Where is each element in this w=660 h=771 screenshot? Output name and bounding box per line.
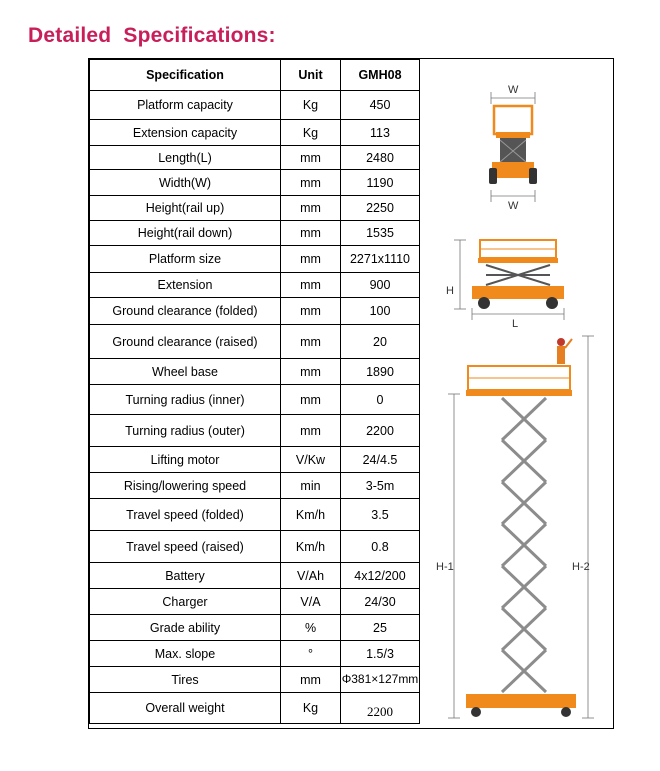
table-row [90, 473, 420, 499]
table-row [90, 91, 420, 120]
spec-name: Lifting motor [90, 447, 281, 473]
elevated-view [436, 336, 594, 718]
spec-name: Battery [90, 563, 281, 589]
spec-value: 900 [341, 273, 420, 298]
spec-value: 3.5 [341, 499, 420, 531]
table-row [90, 531, 420, 563]
spec-value: 25 [341, 615, 420, 641]
spec-value: 1890 [341, 359, 420, 385]
spec-value: 2200 [341, 415, 420, 447]
spec-unit: mm [281, 298, 341, 325]
header-model: GMH08 [341, 60, 420, 91]
spec-name: Length(L) [90, 146, 281, 170]
spec-name: Wheel base [90, 359, 281, 385]
header-specification: Specification [90, 60, 281, 91]
spec-name: Overall weight [90, 693, 281, 724]
spec-unit: V/Kw [281, 447, 341, 473]
spec-value: 4x12/200 [341, 563, 420, 589]
spec-value: 2271x1110 [341, 246, 420, 273]
spec-value: 2250 [341, 196, 420, 221]
spec-name: Height(rail down) [90, 221, 281, 246]
spec-value: 24/30 [341, 589, 420, 615]
h1-label: H-1 [436, 561, 454, 573]
spec-name: Ground clearance (folded) [90, 298, 281, 325]
table-row [90, 298, 420, 325]
table-row [90, 415, 420, 447]
spec-unit: mm [281, 246, 341, 273]
spec-unit: Kg [281, 120, 341, 146]
table-row [90, 325, 420, 359]
spec-unit: mm [281, 325, 341, 359]
table-row [90, 499, 420, 531]
spec-name: Width(W) [90, 170, 281, 196]
table-row [90, 641, 420, 667]
page-title: Detailed Specifications: [28, 24, 276, 47]
spec-name: Turning radius (inner) [90, 385, 281, 415]
spec-name: Ground clearance (raised) [90, 325, 281, 359]
table-row [90, 667, 420, 693]
header-unit: Unit [281, 60, 341, 91]
scissor-lift-drawing [432, 62, 612, 726]
spec-name: Rising/lowering speed [90, 473, 281, 499]
side-view [446, 240, 564, 330]
table-row [90, 563, 420, 589]
spec-name: Extension capacity [90, 120, 281, 146]
spec-table [89, 59, 420, 724]
table-row [90, 146, 420, 170]
height-label: H [446, 285, 454, 297]
spec-unit: mm [281, 146, 341, 170]
spec-value: 1.5/3 [341, 641, 420, 667]
spec-unit: mm [281, 273, 341, 298]
spec-unit: Kg [281, 693, 341, 724]
spec-name: Platform size [90, 246, 281, 273]
spec-value: 2480 [341, 146, 420, 170]
width-label-bottom: W [508, 200, 519, 212]
spec-value: 450 [341, 91, 420, 120]
spec-unit: min [281, 473, 341, 499]
spec-unit: V/Ah [281, 563, 341, 589]
spec-name: Platform capacity [90, 91, 281, 120]
scissor-lift-figure [432, 62, 612, 726]
spec-value: 1535 [341, 221, 420, 246]
spec-name: Grade ability [90, 615, 281, 641]
table-row [90, 359, 420, 385]
table-row [90, 693, 420, 724]
spec-name: Charger [90, 589, 281, 615]
spec-unit: mm [281, 221, 341, 246]
spec-unit: mm [281, 170, 341, 196]
spec-value: 0.8 [341, 531, 420, 563]
table-row [90, 589, 420, 615]
spec-value: 0 [341, 385, 420, 415]
table-row [90, 170, 420, 196]
table-header-row [90, 60, 420, 91]
table-row [90, 221, 420, 246]
length-label: L [512, 318, 519, 330]
table-row [90, 196, 420, 221]
spec-name: Travel speed (folded) [90, 499, 281, 531]
spec-name: Height(rail up) [90, 196, 281, 221]
spec-unit: Km/h [281, 499, 341, 531]
spec-value: 20 [341, 325, 420, 359]
spec-value: 3-5m [341, 473, 420, 499]
spec-unit: Km/h [281, 531, 341, 563]
width-label-top: W [508, 84, 519, 96]
spec-unit: % [281, 615, 341, 641]
spec-name: Tires [90, 667, 281, 693]
spec-value: 1190 [341, 170, 420, 196]
table-row [90, 120, 420, 146]
spec-unit: mm [281, 196, 341, 221]
h2-label: H-2 [572, 561, 590, 573]
table-row [90, 246, 420, 273]
table-row [90, 447, 420, 473]
spec-name: Travel speed (raised) [90, 531, 281, 563]
spec-value: 100 [341, 298, 420, 325]
spec-unit: mm [281, 385, 341, 415]
table-row [90, 273, 420, 298]
front-view [489, 84, 537, 212]
spec-value: 2200 [341, 693, 420, 724]
spec-unit: mm [281, 667, 341, 693]
spec-unit: Kg [281, 91, 341, 120]
spec-unit: mm [281, 415, 341, 447]
spec-unit: ° [281, 641, 341, 667]
spec-value: 24/4.5 [341, 447, 420, 473]
table-row [90, 615, 420, 641]
spec-value: Φ381×127mm [341, 667, 420, 693]
spec-value: 113 [341, 120, 420, 146]
spec-name: Max. slope [90, 641, 281, 667]
spec-unit: mm [281, 359, 341, 385]
spec-name: Turning radius (outer) [90, 415, 281, 447]
spec-name: Extension [90, 273, 281, 298]
table-row [90, 385, 420, 415]
spec-unit: V/A [281, 589, 341, 615]
